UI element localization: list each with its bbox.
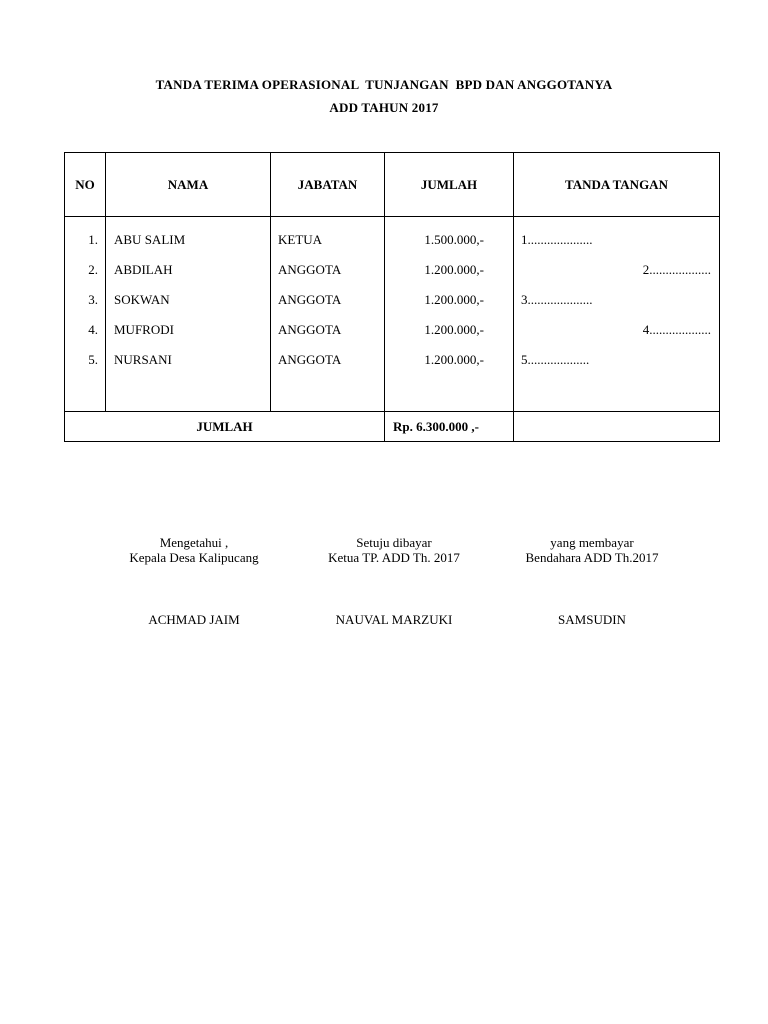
member-position: ANGGOTA	[278, 292, 342, 307]
signatory-name: ACHMAD JAIM	[148, 612, 240, 627]
row-number: 5.	[88, 352, 98, 367]
member-name: ABDILAH	[114, 262, 173, 277]
row-number: 2.	[88, 262, 98, 277]
jumlah-column	[385, 217, 514, 412]
row-number: 1.	[88, 232, 98, 247]
member-name: SOKWAN	[114, 292, 170, 307]
row-number: 4.	[88, 322, 98, 337]
column-header-jumlah: JUMLAH	[385, 153, 514, 217]
row-number: 3.	[88, 292, 98, 307]
column-header-nama: NAMA	[106, 153, 271, 217]
amount: 1.200.000,-	[424, 292, 484, 307]
signature-caption: Mengetahui ,	[159, 535, 229, 550]
member-name: ABU SALIM	[114, 232, 186, 247]
document-title: TANDA TERIMA OPERASIONAL TUNJANGAN BPD DAN ANGGOTANYA	[155, 77, 613, 92]
amount: 1.200.000,-	[424, 352, 484, 367]
jabatan-column	[271, 217, 385, 412]
total-amount: Rp. 6.300.000 ,-	[385, 412, 514, 442]
amount: 1.500.000,-	[424, 232, 484, 247]
total-row	[65, 412, 720, 442]
column-header-tanda-tangan: TANDA TANGAN	[514, 153, 720, 217]
amount: 1.200.000,-	[424, 322, 484, 337]
column-header-jabatan: JABATAN	[271, 153, 385, 217]
signature-line: 1....................	[521, 232, 593, 247]
table-header-row	[65, 153, 720, 217]
signature-role: Bendahara ADD Th.2017	[525, 550, 659, 565]
member-name: NURSANI	[114, 352, 172, 367]
signature-role: Kepala Desa Kalipucang	[129, 550, 259, 565]
member-position: ANGGOTA	[278, 322, 342, 337]
signature-line: 4...................	[642, 322, 711, 337]
receipt-table	[64, 152, 720, 442]
member-position: ANGGOTA	[278, 262, 342, 277]
signature-role: Ketua TP. ADD Th. 2017	[328, 550, 460, 565]
signature-line: 3....................	[521, 292, 593, 307]
signatory-name: SAMSUDIN	[558, 612, 626, 627]
signature-line: 5...................	[521, 352, 590, 367]
signatory-name: NAUVAL MARZUKI	[335, 612, 453, 627]
signature-block-treasurer	[472, 535, 712, 627]
total-signature-cell	[514, 412, 720, 442]
column-header-no: NO	[65, 153, 106, 217]
signature-line: 2...................	[642, 262, 711, 277]
total-label: JUMLAH	[65, 412, 385, 442]
member-position: KETUA	[278, 232, 323, 247]
member-position: ANGGOTA	[278, 352, 342, 367]
table-body-row	[65, 217, 720, 412]
no-column	[65, 217, 106, 412]
signature-caption: Setuju dibayar	[356, 535, 432, 550]
signature-caption: yang membayar	[550, 535, 634, 550]
member-name: MUFRODI	[114, 322, 174, 337]
tanda-tangan-column	[514, 217, 720, 412]
document-subtitle: ADD TAHUN 2017	[329, 100, 439, 115]
amount: 1.200.000,-	[424, 262, 484, 277]
nama-column	[106, 217, 271, 412]
